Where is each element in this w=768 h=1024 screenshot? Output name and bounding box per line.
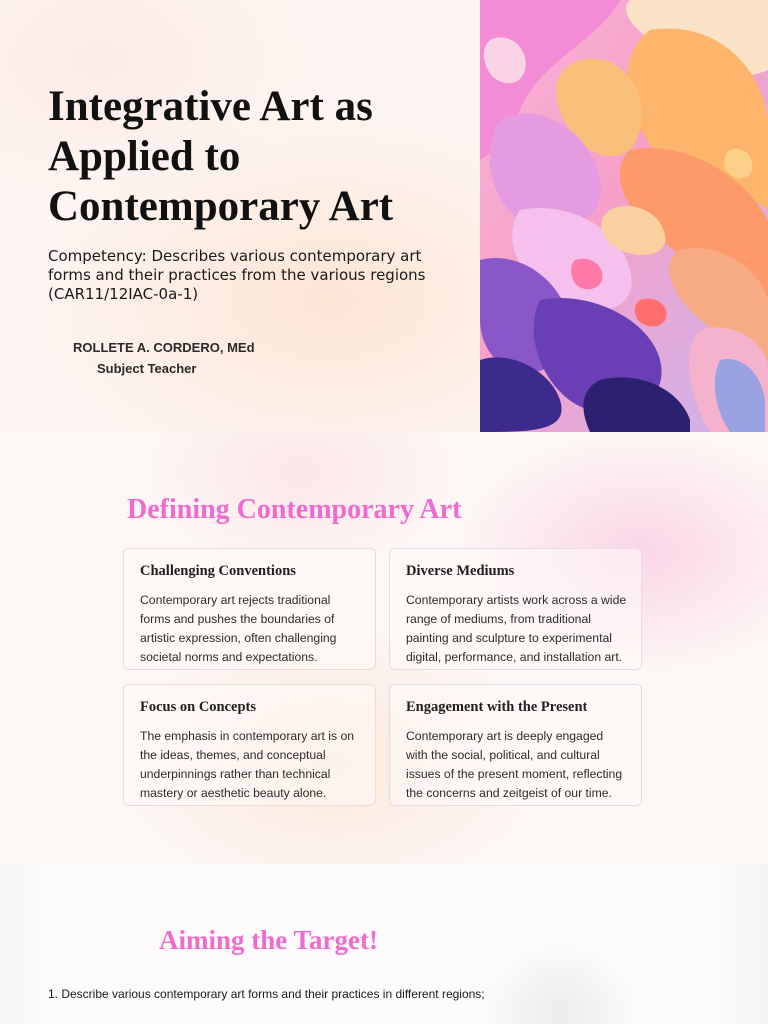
card-engagement-with-present bbox=[389, 684, 642, 806]
author-name: ROLLETE A. CORDERO, MEd bbox=[73, 340, 255, 355]
card-body: Contemporary art rejects traditional forms and pushes the boundaries of artistic expression, often challenging societal norms and expectations. bbox=[140, 593, 337, 664]
objective-item: 1. Describe various contemporary art forms and their practices in different regions; bbox=[48, 987, 485, 1001]
abstract-art-image bbox=[480, 0, 768, 432]
card-heading: Diverse Mediums bbox=[406, 563, 515, 579]
section-title: Aiming the Target! bbox=[159, 925, 378, 955]
card-body: Contemporary art is deeply engaged with the social, political, and cultural issues of the present moment, reflecting the concerns and zeitgeist of our time. bbox=[406, 729, 623, 800]
card-focus-on-concepts bbox=[123, 684, 376, 806]
objectives-slide bbox=[0, 864, 768, 1024]
definition-slide bbox=[0, 432, 768, 864]
card-body: Contemporary artists work across a wide range of mediums, from traditional painting and sculpture to experimental digital, performance, and installation art. bbox=[406, 593, 627, 664]
card-challenging-conventions bbox=[123, 548, 376, 670]
card-heading: Focus on Concepts bbox=[140, 699, 257, 715]
author-role: Subject Teacher bbox=[97, 361, 197, 376]
card-body: The emphasis in contemporary art is on the ideas, themes, and conceptual underpinnings rather than technical mastery or aesthetic beauty alone. bbox=[140, 729, 355, 800]
section-title: Defining Contemporary Art bbox=[127, 494, 462, 525]
title-slide bbox=[0, 0, 768, 432]
competency-text: Competency: Describes various contemporary art forms and their practices from the various regions (CAR11/12IAC-0a-1) bbox=[48, 247, 426, 303]
card-heading: Engagement with the Present bbox=[406, 699, 588, 715]
card-diverse-mediums bbox=[389, 548, 642, 670]
card-heading: Challenging Conventions bbox=[140, 563, 296, 579]
slide-title: Integrative Art as Applied to Contemporary Art bbox=[48, 83, 394, 230]
